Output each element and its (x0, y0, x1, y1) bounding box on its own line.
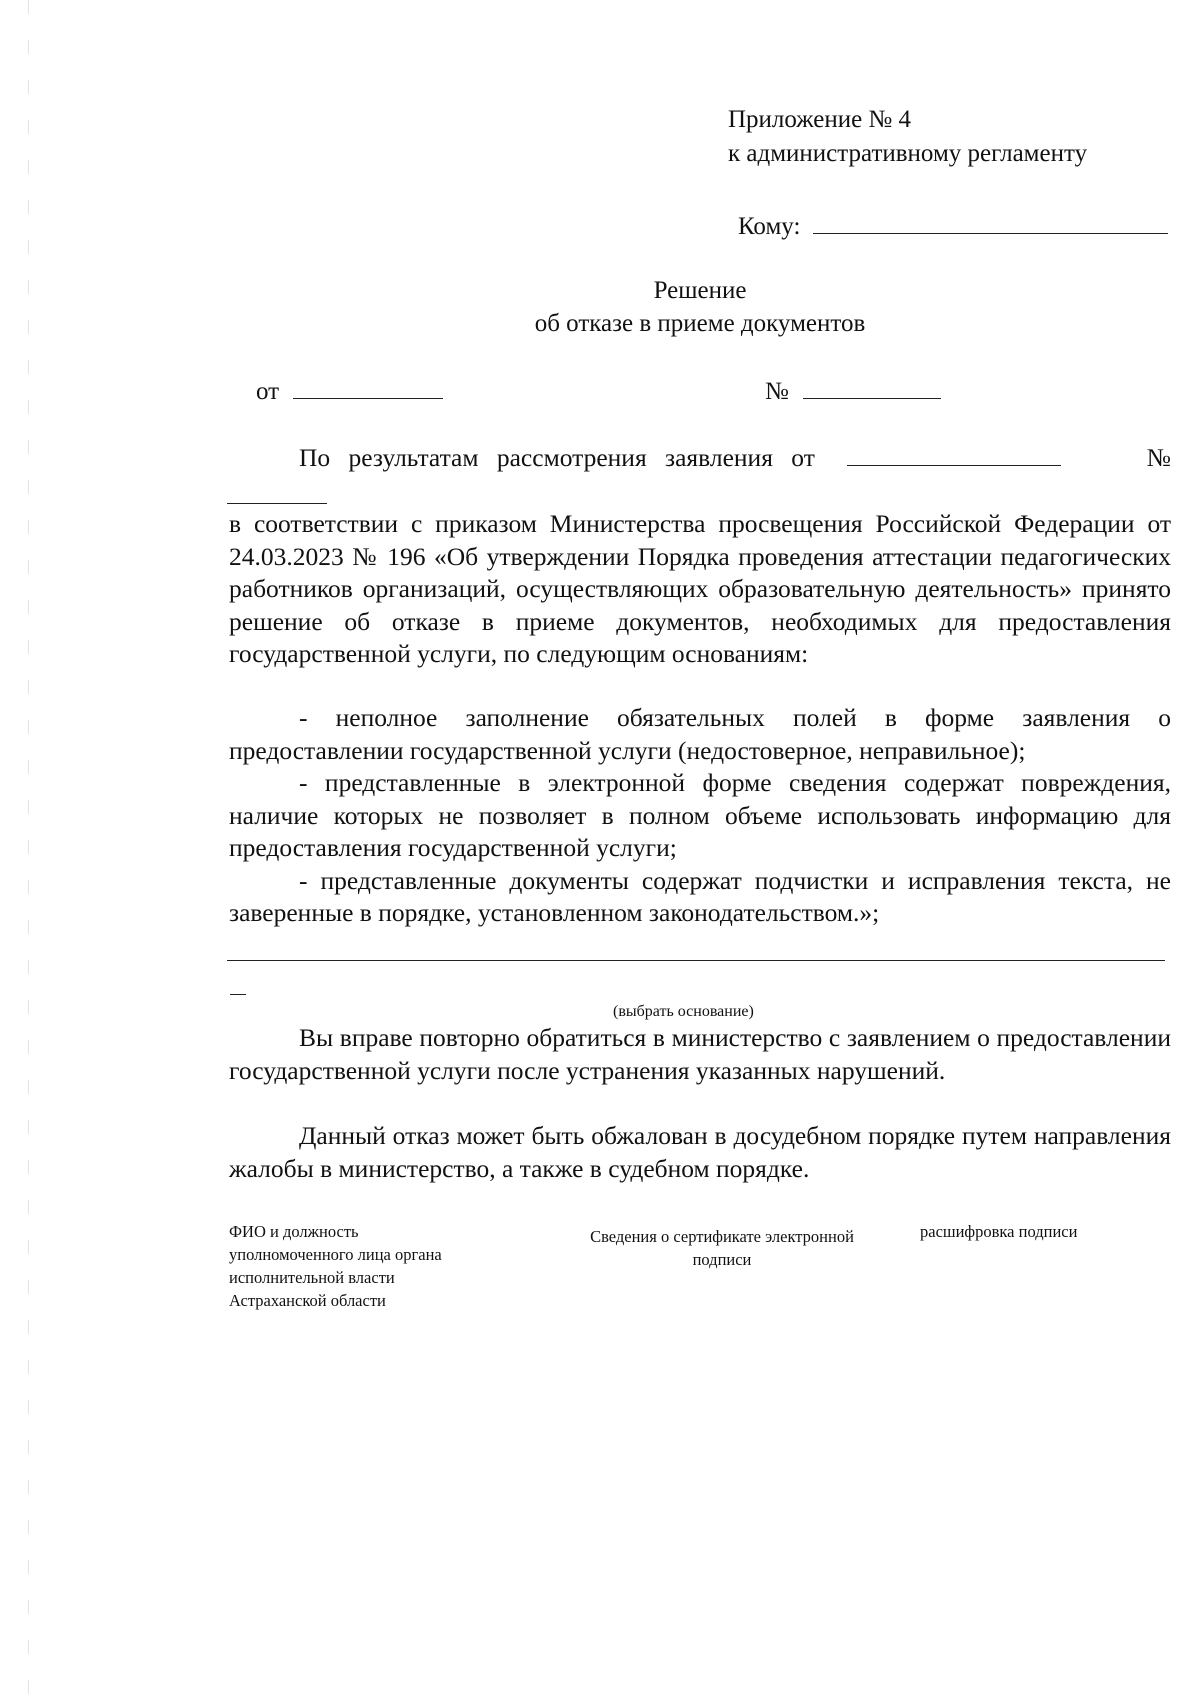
number-label: № (765, 378, 789, 405)
date-field (256, 375, 443, 409)
document-subtitle: об отказе в приеме документов (534, 310, 866, 337)
recipient-blank[interactable] (813, 232, 1168, 234)
reason-blank-line[interactable] (227, 960, 1165, 961)
reason-item-2: - представленные в электронной форме сведения содержат повреждения, наличие которых не позволяет в полном объеме использовать информацию для предоставления государственной услуги; (229, 768, 1171, 862)
date-blank[interactable] (293, 397, 443, 399)
recipient-line (738, 210, 1168, 244)
reason-blank-tail (230, 994, 246, 995)
intro-line (299, 441, 1171, 475)
appendix-number: Приложение № 4 (728, 106, 912, 133)
reason-list (229, 702, 1171, 930)
choose-reason-caption: (выбрать основание) (613, 1003, 754, 1020)
application-date-blank[interactable] (847, 464, 1061, 466)
application-number-blank[interactable] (227, 503, 327, 504)
document-title: Решение (653, 277, 747, 304)
signature-decoding: расшифровка подписи (920, 1222, 1078, 1241)
application-number-label: № (1146, 443, 1171, 472)
reapply-paragraph: Вы вправе повторно обратиться в министерство с заявлением о предоставлении государственной услуги после устранения указанных нарушений. (229, 1023, 1171, 1085)
signature-official: ФИО и должность уполномоченного лица органа исполнительной власти Астраханской области (229, 1222, 442, 1310)
intro-text: По результатам рассмотрения заявления от (299, 443, 815, 472)
number-blank[interactable] (803, 397, 941, 399)
appendix-reference: к административному регламенту (728, 140, 1088, 167)
date-label: от (256, 378, 280, 405)
appeal-paragraph: Данный отказ может быть обжалован в досудебном порядке путем направления жалобы в министерство, а также в судебном порядке. (229, 1121, 1171, 1183)
reason-item-3: - представленные документы содержат подчистки и исправления текста, не заверенные в порядке, установленном законодательством.»; (229, 865, 1171, 927)
reason-item-1: - неполное заполнение обязательных полей в форме заявления о предоставлении государственной услуги (недостоверное, неправильное); (229, 703, 1171, 765)
scan-edge-artifact (28, 0, 29, 1697)
signature-certificate: Сведения о сертификате электронной подписи (590, 1227, 854, 1269)
number-field (765, 375, 941, 409)
appendix-header (728, 103, 1087, 171)
main-paragraph: в соответствии с приказом Министерства просвещения Российской Федерации от 24.03.2023 № 196 «Об утверждении Порядка проведения аттестации педагогических работников организаций, осуществляющих образовательную деятельность» принято решение об отказе в приеме документов, необходимых для предоставления государственной услуги, по следующим основаниям: (229, 509, 1171, 668)
recipient-label: Кому: (738, 213, 801, 240)
